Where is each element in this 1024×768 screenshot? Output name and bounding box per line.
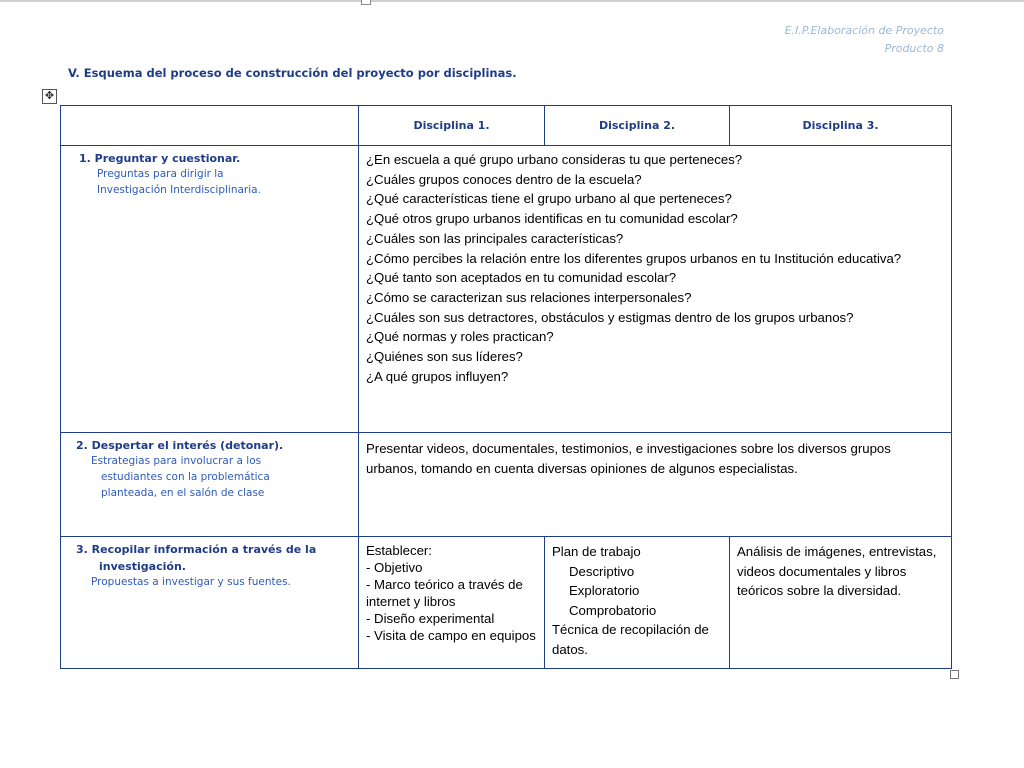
row1-subtitle-1: Preguntas para dirigir la — [97, 168, 224, 180]
list-item: - Marco teórico a través de internet y libros — [366, 577, 523, 609]
discipline-3-header: Disciplina 3. — [730, 106, 952, 146]
row2-subtitle-3: planteada, en el salón de clase — [101, 487, 265, 499]
ruler-line — [0, 0, 1024, 2]
column-marker-handle[interactable] — [361, 0, 371, 5]
question-item: ¿En escuela a qué grupo urbano consideras tu que perteneces? — [366, 152, 743, 167]
table-row-research — [61, 537, 952, 669]
empty-header-cell — [61, 106, 359, 146]
list-item: - Diseño experimental — [366, 611, 495, 626]
list-item: - Visita de campo en equipos — [366, 628, 536, 643]
row1-subtitle-2: Investigación Interdisciplinaria. — [97, 184, 261, 196]
row3-discipline-3-cell[interactable] — [730, 537, 952, 669]
row3-discipline-1-cell[interactable] — [359, 537, 545, 669]
discipline-1-header: Disciplina 1. — [359, 106, 545, 146]
question-item: ¿Cuáles grupos conoces dentro de la escuela? — [366, 171, 642, 187]
header-line-1: E.I.P.Elaboración de Proyecto — [784, 24, 944, 37]
list-item: - Objetivo — [366, 560, 423, 575]
plan-footer: Técnica de recopilación de datos. — [552, 622, 709, 657]
table-resize-handle[interactable] — [950, 670, 959, 679]
question-item: ¿Cuáles son las principales características? — [366, 230, 624, 246]
process-table — [60, 105, 952, 669]
plan-item: Comprobatorio — [569, 602, 657, 618]
question-item: ¿Qué características tiene el grupo urbano al que perteneces? — [366, 191, 732, 207]
row3-label-cell — [61, 537, 359, 669]
question-item: ¿Cuáles son sus detractores, obstáculos y estigmas dentro de los grupos urbanos? — [366, 309, 854, 325]
table-row-questions — [61, 146, 952, 433]
section-title: V. Esquema del proceso de construcción del proyecto por disciplinas. — [68, 66, 517, 80]
question-item: ¿Qué otros grupo urbanos identificas en tu comunidad escolar? — [366, 211, 738, 227]
row3-subtitle: Propuestas a investigar y sus fuentes. — [91, 576, 291, 588]
row2-subtitle-1: Estrategias para involucrar a los — [91, 455, 262, 467]
row2-text-cell[interactable] — [359, 433, 952, 537]
discipline-2-header: Disciplina 2. — [545, 106, 730, 146]
row2-title: 2. Despertar el interés (detonar). — [76, 439, 284, 452]
plan-heading: Plan de trabajo — [552, 544, 641, 559]
table-row-interest — [61, 433, 952, 537]
row3-title-line1: 3. Recopilar información a través de la — [76, 543, 317, 556]
row1-questions-cell[interactable] — [359, 146, 952, 433]
row2-label-cell — [61, 433, 359, 537]
table-header-row — [61, 106, 952, 146]
question-item: ¿Qué normas y roles practican? — [366, 329, 554, 345]
row1-title: 1. Preguntar y cuestionar. — [79, 152, 241, 165]
question-item: ¿Cómo se caracterizan sus relaciones interpersonales? — [366, 289, 692, 305]
discipline-3-text: Análisis de imágenes, entrevistas, videos documentales y libros teóricos sobre la diversidad. — [737, 544, 937, 598]
header-line-2: Producto 8 — [884, 42, 944, 55]
question-item: ¿Qué tanto son aceptados en tu comunidad escolar? — [366, 270, 677, 286]
row1-label-cell — [61, 146, 359, 433]
table-move-handle-icon[interactable]: ✥ — [42, 89, 57, 104]
document-header — [785, 22, 944, 58]
question-item: ¿Quiénes son sus líderes? — [366, 349, 523, 365]
row3-title-line2: investigación. — [99, 560, 186, 573]
row2-subtitle-2: estudiantes con la problemática — [101, 471, 270, 483]
question-item: ¿A qué grupos influyen? — [366, 368, 509, 384]
row3-discipline-2-cell[interactable] — [545, 537, 730, 669]
row2-text: Presentar videos, documentales, testimonios, e investigaciones sobre los diversos grupos urbanos, tomando en cuenta diversas opiniones de algunos especialistas. — [366, 441, 891, 476]
plan-item: Descriptivo — [569, 563, 635, 579]
question-item: ¿Cómo percibes la relación entre los diferentes grupos urbanos en tu Institución educativa? — [366, 250, 902, 266]
plan-item: Exploratorio — [569, 583, 640, 598]
list-item: Establecer: — [366, 543, 432, 558]
